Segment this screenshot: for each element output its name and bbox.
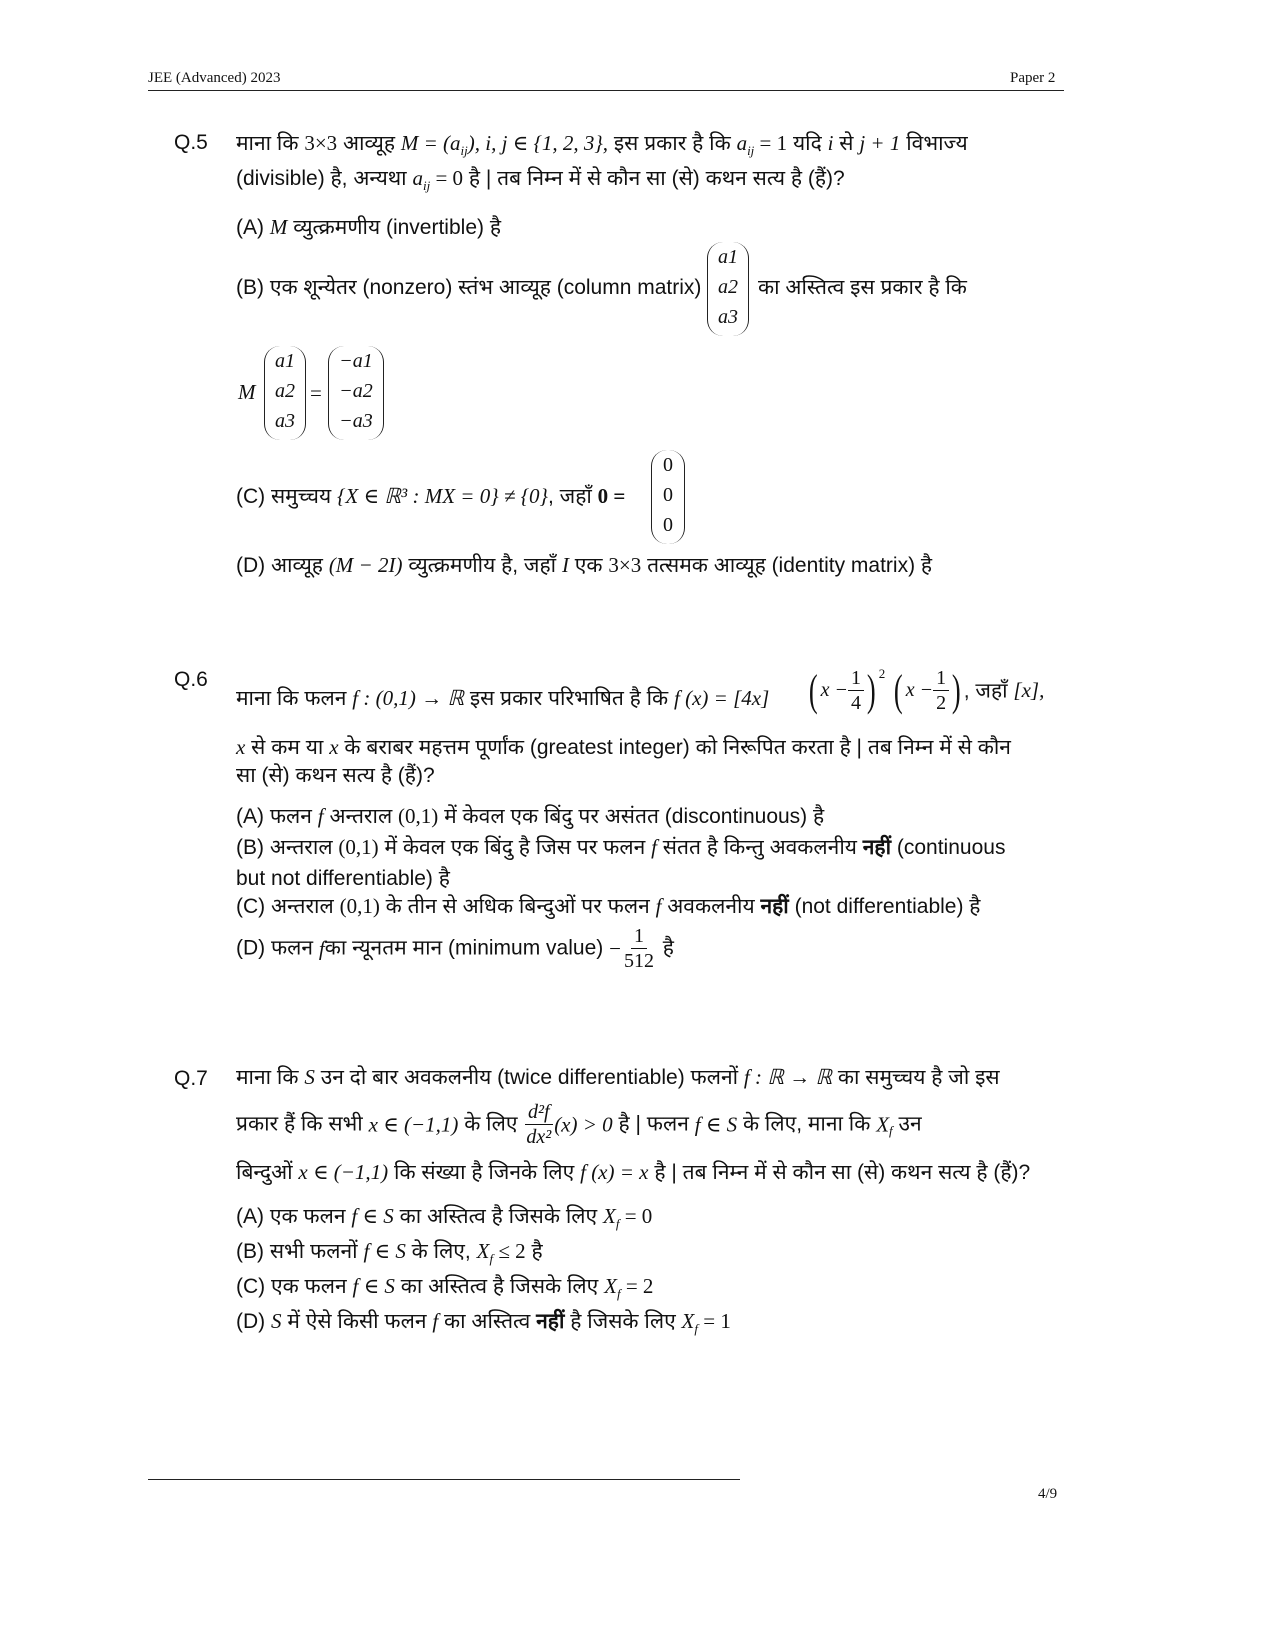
right-paren: ): [951, 665, 961, 715]
left-paren: (: [808, 665, 818, 715]
option-label: (D) फलन: [236, 936, 314, 960]
column-matrix-a: [707, 242, 749, 336]
math: M: [269, 215, 288, 239]
math: j + 1: [859, 131, 901, 155]
matrix-cell: a2: [275, 380, 295, 402]
text: संतत है किन्तु अवकलनीय: [662, 836, 857, 859]
text: के बराबर महत्तम पूर्णांक (greatest integer) को निरूपित करता है | तब निम्न में से कौन: [344, 736, 1011, 759]
q5-stem-line1: [236, 128, 968, 166]
q7-option-d[interactable]: [236, 1306, 731, 1344]
math: f ∈ S: [694, 1112, 738, 1137]
header-left: JEE (Advanced) 2023: [148, 70, 281, 86]
header-right: Paper 2: [1010, 70, 1056, 86]
q6-option-c[interactable]: [236, 891, 980, 922]
math: f: [317, 804, 324, 828]
math-sub: f: [694, 1321, 698, 1337]
math: = 1: [698, 1309, 731, 1333]
question-number: Q.5: [174, 131, 208, 154]
text: प्रकार हैं कि सभी: [236, 1112, 363, 1136]
matrix-cell: a1: [718, 246, 738, 268]
column-matrix-neg-a: [328, 346, 384, 440]
math: X: [681, 1309, 695, 1333]
q6-stem-line1: [236, 683, 769, 714]
text: में केवल एक बिंदु पर असंतत (discontinuous) है: [444, 805, 825, 828]
text: है | फलन: [618, 1112, 689, 1136]
text: अवकलनीय: [667, 895, 755, 918]
math: = 0: [430, 166, 464, 190]
text: है: [662, 936, 674, 960]
math: f : (0,1) → ℝ: [352, 686, 464, 710]
math: = 2: [620, 1274, 654, 1298]
math: f: [655, 894, 662, 918]
denominator: 512: [623, 950, 654, 972]
header-rule: [148, 90, 1064, 91]
math: x: [236, 735, 246, 759]
math-sub: f: [615, 1216, 620, 1232]
q5-stem-line2: [236, 163, 845, 201]
fraction: [848, 666, 864, 715]
matrix-cell: a3: [718, 306, 738, 328]
text: तत्समक आव्यूह (identity matrix) है: [647, 554, 933, 577]
q5-option-a[interactable]: [236, 212, 501, 243]
math: M: [238, 380, 256, 404]
q6-option-a[interactable]: [236, 801, 824, 832]
fraction: [621, 924, 657, 973]
option-label: (C) अन्तराल: [236, 895, 334, 918]
text: इस प्रकार है कि: [613, 132, 731, 155]
q5-option-c[interactable]: [236, 481, 625, 512]
zero-matrix: [651, 450, 685, 544]
q5-option-b-line1[interactable]: [236, 273, 701, 303]
text: में केवल एक बिंदु है जिस पर फलन: [384, 836, 646, 859]
text: का अस्तित्व: [444, 1310, 531, 1333]
text: के लिए, माना कि: [742, 1112, 871, 1136]
q5-option-b-line1-end: [758, 273, 967, 303]
math: f ∈ S: [351, 1204, 394, 1228]
bold-text: नहीं: [760, 895, 789, 918]
text: का समुच्चय है जो इस: [837, 1066, 1000, 1089]
option-label: (C) एक फलन: [236, 1275, 347, 1298]
math: I: [561, 553, 569, 577]
q7-stem-line3: [236, 1157, 1030, 1188]
column-matrix-a-2: [264, 346, 306, 440]
math: 3×3: [608, 553, 642, 577]
text: है | तब निम्न में से कौन सा (से) कथन सत्य है (हैं)?: [468, 167, 845, 190]
option-label: (A): [236, 216, 264, 239]
text: अन्तराल: [329, 805, 393, 828]
math: f ∈ S: [352, 1274, 395, 1298]
math: a: [736, 131, 748, 155]
denominator: 2: [936, 692, 947, 714]
math: ≤ 2: [493, 1239, 526, 1263]
text: में ऐसे किसी फलन: [287, 1310, 427, 1333]
q7-option-b[interactable]: [236, 1236, 543, 1274]
math: X: [602, 1204, 616, 1228]
text: उन: [898, 1112, 922, 1136]
text: आव्यूह: [343, 132, 396, 155]
text: (continuous: [896, 836, 1006, 859]
option-label: (D): [236, 1310, 266, 1333]
math: [x],: [1013, 678, 1045, 702]
option-label: (B) अन्तराल: [236, 836, 333, 859]
numerator: 1: [631, 924, 647, 949]
text: बिन्दुओं: [236, 1161, 293, 1184]
text: का न्यूनतम मान (minimum value): [324, 936, 604, 960]
text: है जिसके लिए: [570, 1310, 676, 1333]
math-sub: ij: [460, 143, 468, 159]
math: X: [604, 1274, 617, 1298]
option-label: (A) एक फलन: [236, 1205, 346, 1228]
math: i: [827, 131, 834, 155]
math: a: [412, 166, 423, 190]
right-paren: ): [866, 665, 876, 715]
text: (divisible) है, अन्यथा: [236, 167, 407, 190]
math: x −: [905, 679, 934, 701]
math: = 1: [754, 131, 788, 155]
math: f: [651, 835, 657, 859]
text: एक: [574, 554, 603, 577]
math: x: [329, 735, 339, 759]
math: S: [271, 1309, 282, 1333]
text: , जहाँ: [547, 485, 592, 508]
math: (0,1): [338, 835, 379, 859]
numerator: d²f: [525, 1100, 553, 1125]
option-label: (A) फलन: [236, 805, 312, 828]
math: X: [876, 1112, 890, 1137]
math: X: [476, 1239, 490, 1263]
text: इस प्रकार परिभाषित है कि: [469, 687, 669, 710]
math: f ∈ S: [363, 1239, 406, 1263]
text: से कम या: [251, 736, 324, 759]
math-sub: f: [889, 1123, 893, 1139]
text: है | तब निम्न में से कौन सा (से) कथन सत्य है (हैं)?: [654, 1161, 1031, 1184]
math: f : ℝ → ℝ: [743, 1065, 832, 1089]
numerator: 1: [933, 666, 949, 691]
math: −: [609, 936, 621, 961]
text: माना कि: [236, 132, 299, 155]
question-number: Q.7: [174, 1067, 208, 1090]
denominator: dx²: [526, 1126, 552, 1148]
matrix-cell: −a2: [339, 380, 373, 402]
text: के लिए,: [411, 1240, 471, 1263]
matrix-cell: 0: [663, 484, 673, 506]
text: का अस्तित्व है जिसके लिए: [400, 1275, 599, 1298]
matrix-cell: −a3: [339, 410, 373, 432]
math-sub: ij: [422, 178, 431, 194]
math: S: [304, 1065, 315, 1089]
math: f (x) = [4x]: [674, 686, 770, 710]
fraction: [933, 666, 949, 715]
math: 0 =: [597, 484, 626, 508]
text: कि संख्या है जिनके लिए: [394, 1161, 575, 1184]
option-label: (B) सभी फलनों: [236, 1240, 358, 1263]
text: माना कि: [236, 1066, 299, 1089]
math: ), i, j ∈ {1, 2, 3},: [467, 131, 609, 155]
text: व्युत्क्रमणीय है, जहाँ: [408, 554, 557, 577]
math-sub: f: [489, 1251, 494, 1267]
q5-option-d[interactable]: [236, 550, 932, 581]
math: M = (a: [400, 131, 461, 155]
option-label: (D) आव्यूह: [236, 554, 323, 577]
q7-stem-line1: [236, 1062, 1000, 1093]
math: =: [310, 381, 322, 405]
math: (M − 2I): [328, 553, 403, 577]
math: x ∈ (−1,1): [368, 1112, 459, 1137]
q7-stem-line2: [236, 1100, 922, 1149]
math: 3×3: [304, 131, 338, 155]
math: (x) > 0: [554, 1112, 613, 1137]
denominator: 4: [851, 692, 862, 714]
q6-function-expression: [806, 666, 1044, 715]
math: x ∈ (−1,1): [298, 1160, 389, 1184]
text: का अस्तित्व इस प्रकार है कि: [758, 276, 967, 299]
q6-stem-line3: सा (से) कथन सत्य है (हैं)?: [236, 764, 435, 787]
footer-rule: [148, 1479, 740, 1480]
q6-stem-line2: [236, 732, 1011, 763]
exponent: 2: [878, 666, 886, 681]
text: विभाज्य: [906, 132, 968, 155]
q6-option-b-line2: but not differentiable) है: [236, 867, 450, 890]
math: x −: [820, 679, 849, 701]
matrix-cell: −a1: [339, 350, 373, 372]
math-sub: f: [616, 1286, 621, 1302]
math: f (x) = x: [580, 1160, 649, 1184]
matrix-cell: 0: [663, 454, 673, 476]
q6-option-b[interactable]: [236, 832, 1005, 863]
text: माना कि फलन: [236, 687, 347, 710]
option-label: (C) समुच्चय: [236, 485, 332, 508]
derivative-fraction: [523, 1100, 554, 1149]
bold-text: नहीं: [862, 836, 892, 859]
matrix-cell: a1: [275, 350, 295, 372]
q7-option-c[interactable]: [236, 1271, 653, 1309]
option-label: (B) एक शून्येतर (nonzero) स्तंभ आव्यूह (column matrix): [236, 276, 702, 299]
q7-option-a[interactable]: [236, 1201, 652, 1239]
text: व्युत्क्रमणीय (invertible) है: [293, 216, 501, 239]
text: से: [839, 132, 854, 155]
text: उन दो बार अवकलनीय (twice differentiable) फलनों: [320, 1066, 739, 1089]
text: का अस्तित्व है जिसके लिए: [399, 1205, 598, 1228]
math: f: [432, 1309, 439, 1333]
math: {X ∈ ℝ³ : MX = 0} ≠ {0}: [337, 484, 548, 508]
q6-option-d[interactable]: [236, 924, 674, 973]
math: (0,1): [398, 804, 439, 828]
math: f: [318, 936, 325, 961]
math-sub: ij: [747, 143, 755, 159]
text: , जहाँ: [963, 679, 1008, 703]
bold-text: नहीं: [536, 1310, 565, 1333]
page-number: 4/9: [1038, 1486, 1058, 1502]
numerator: 1: [848, 666, 864, 691]
text: यदि: [792, 132, 822, 155]
text: के तीन से अधिक बिन्दुओं पर फलन: [385, 895, 650, 918]
matrix-cell: 0: [663, 514, 673, 536]
matrix-cell: a2: [718, 276, 738, 298]
left-paren: (: [893, 665, 903, 715]
math: = 0: [619, 1204, 653, 1228]
matrix-cell: a3: [275, 410, 295, 432]
text: है: [531, 1240, 543, 1263]
text: के लिए: [464, 1112, 518, 1136]
text: (not differentiable) है: [794, 895, 981, 918]
question-number: Q.6: [174, 668, 208, 691]
math: (0,1): [339, 894, 380, 918]
